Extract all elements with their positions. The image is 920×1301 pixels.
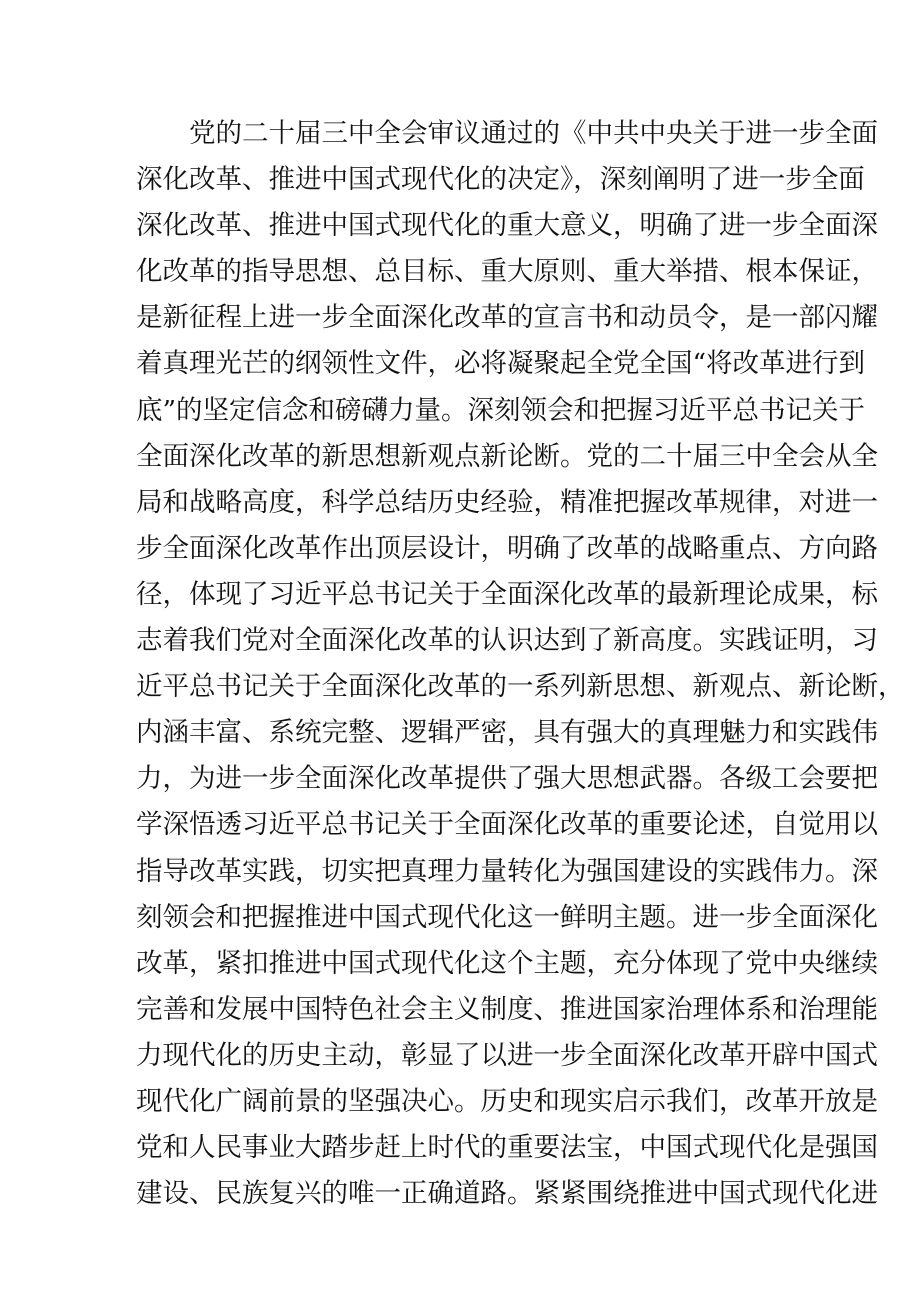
text-line: 局和战略高度，科学总结历史经验，精准把握改革规律，对进一 [136,486,878,518]
text-line: 党和人民事业大踏步赶上时代的重要法宝，中国式现代化是强国 [136,1132,878,1164]
text-line: 化改革的指导思想、总目标、重大原则、重大举措、根本保证， [136,256,878,288]
text-line: 现代化广阔前景的坚强决心。历史和现实启示我们，改革开放是 [136,1085,878,1117]
text-line: 全面深化改革的新思想新观点新论断。党的二十届三中全会从全 [136,440,878,472]
text-line: 指导改革实践，切实把真理力量转化为强国建设的实践伟力。深 [136,855,878,887]
text-line: 力现代化的历史主动，彰显了以进一步全面深化改革开辟中国式 [136,1039,878,1071]
body-paragraph [136,111,905,1217]
text-line: 志着我们党对全面深化改革的认识达到了新高度。实践证明，习 [136,625,878,657]
text-line: 径，体现了习近平总书记关于全面深化改革的最新理论成果，标 [136,578,878,610]
text-line: 党的二十届三中全会审议通过的《中共中央关于进一步全面 [189,118,878,149]
text-line: 深化改革、推进中国式现代化的重大意义，明确了进一步全面深 [136,210,878,242]
text-line: 着真理光芒的纲领性文件，必将凝聚起全党全国“将改革进行到 [136,348,866,380]
text-line: 改革，紧扣推进中国式现代化这个主题，充分体现了党中央继续 [136,947,878,979]
text-line: 深化改革、推进中国式现代化的决定》，深刻阐明了进一步全面 [136,164,865,196]
text-line: 建设、民族复兴的唯一正确道路。紧紧围绕推进中国式现代化进 [136,1178,878,1210]
text-line: 完善和发展中国特色社会主义制度、推进国家治理体系和治理能 [136,993,878,1025]
text-line: 近平总书记关于全面深化改革的一系列新思想、新观点、新论断， [136,671,905,703]
text-line: 学深悟透习近平总书记关于全面深化改革的重要论述，自觉用以 [136,809,878,841]
text-line: 是新征程上进一步全面深化改革的宣言书和动员令，是一部闪耀 [136,302,878,334]
text-line: 力，为进一步全面深化改革提供了强大思想武器。各级工会要把 [136,763,878,795]
text-line: 底”的坚定信念和磅礴力量。深刻领会和把握习近平总书记关于 [136,394,866,426]
text-line: 刻领会和把握推进中国式现代化这一鲜明主题。进一步全面深化 [136,901,878,933]
text-line: 内涵丰富、系统完整、逻辑严密，具有强大的真理魅力和实践伟 [136,717,878,749]
text-line: 步全面深化改革作出顶层设计，明确了改革的战略重点、方向路 [136,532,878,564]
